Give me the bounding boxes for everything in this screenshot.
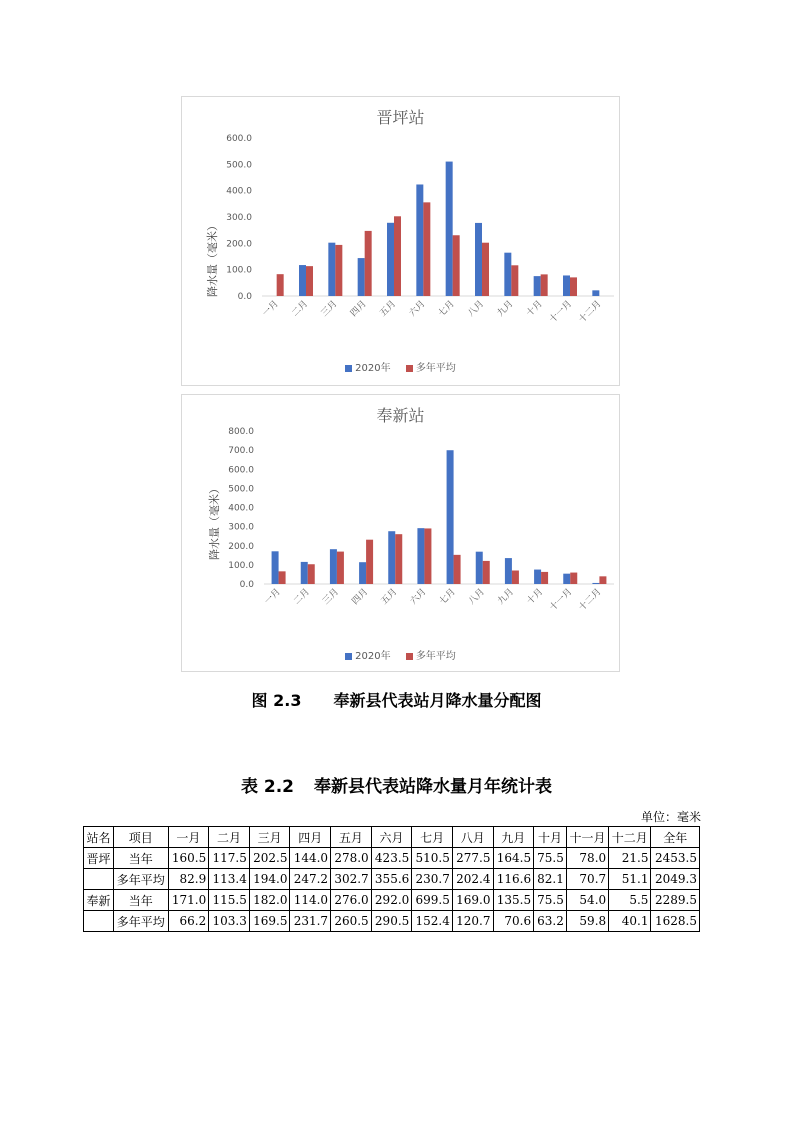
table-title: 奉新县代表站降水量月年统计表 xyxy=(314,777,553,797)
bar-2020 xyxy=(534,276,541,296)
bar-average xyxy=(482,243,489,296)
y-tick-label: 200.0 xyxy=(226,239,252,250)
item-cell: 多年平均 xyxy=(113,869,168,890)
table-caption xyxy=(0,772,793,797)
bar-2020 xyxy=(592,583,599,584)
bar-2020 xyxy=(299,265,306,296)
value-cell: 423.5 xyxy=(371,848,412,869)
figure-title: 奉新县代表站月降水量分配图 xyxy=(333,691,542,710)
bar-average xyxy=(454,555,461,584)
bar-average xyxy=(308,564,315,584)
value-cell: 169.5 xyxy=(249,911,290,932)
bar-average xyxy=(512,570,519,584)
bar-2020 xyxy=(446,162,453,296)
value-cell: 54.0 xyxy=(566,890,608,911)
bar-average xyxy=(366,540,373,584)
bar-average xyxy=(335,245,342,296)
y-tick-label: 700.0 xyxy=(228,446,254,457)
y-tick-label: 100.0 xyxy=(228,560,254,571)
value-cell: 699.5 xyxy=(412,890,453,911)
bar-2020 xyxy=(388,531,395,584)
x-tick-label: 九月 xyxy=(496,587,517,607)
value-cell: 70.7 xyxy=(566,869,608,890)
value-cell: 103.3 xyxy=(209,911,250,932)
bar-average xyxy=(570,277,577,296)
y-tick-label: 800.0 xyxy=(228,427,254,437)
y-axis-label: 降水量（毫米） xyxy=(208,483,221,560)
value-cell: 164.5 xyxy=(493,848,534,869)
value-cell: 70.6 xyxy=(493,911,534,932)
value-cell: 194.0 xyxy=(249,869,290,890)
header-cell: 项目 xyxy=(113,827,168,848)
header-cell: 十一月 xyxy=(566,827,608,848)
bar-average xyxy=(394,216,401,296)
header-cell: 二月 xyxy=(209,827,250,848)
header-cell: 站名 xyxy=(84,827,114,848)
value-cell: 144.0 xyxy=(290,848,331,869)
value-cell: 231.7 xyxy=(290,911,331,932)
bar-average xyxy=(277,274,284,296)
y-tick-label: 600.0 xyxy=(228,465,254,476)
value-cell: 260.5 xyxy=(331,911,372,932)
header-cell: 五月 xyxy=(331,827,372,848)
chart-title: 晋坪站 xyxy=(376,108,425,127)
value-cell: 59.8 xyxy=(566,911,608,932)
value-cell: 75.5 xyxy=(534,890,567,911)
legend-swatch-average xyxy=(406,653,413,660)
legend-label-average: 多年平均 xyxy=(415,651,456,662)
y-tick-label: 600.0 xyxy=(226,134,252,144)
value-cell: 152.4 xyxy=(412,911,453,932)
x-tick-label: 八月 xyxy=(466,299,487,319)
station-cell: 奉新 xyxy=(84,890,114,911)
bar-2020 xyxy=(592,290,599,296)
legend-label-2020: 2020年 xyxy=(355,651,391,662)
unit-label: 单位：毫米 xyxy=(640,810,701,824)
bar-2020 xyxy=(476,552,483,584)
header-cell: 六月 xyxy=(371,827,412,848)
value-cell: 230.7 xyxy=(412,869,453,890)
x-tick-label: 一月 xyxy=(260,299,281,319)
bar-average xyxy=(483,561,490,584)
bar-average xyxy=(337,552,344,584)
x-tick-label: 七月 xyxy=(436,299,457,319)
value-cell: 78.0 xyxy=(566,848,608,869)
x-tick-label: 二月 xyxy=(290,299,311,319)
x-tick-label: 八月 xyxy=(467,587,487,607)
value-cell: 171.0 xyxy=(168,890,209,911)
bar-2020 xyxy=(328,243,335,296)
bar-average xyxy=(306,266,313,296)
chart-plot xyxy=(182,395,619,671)
value-cell: 66.2 xyxy=(168,911,209,932)
x-tick-label: 十一月 xyxy=(547,299,575,326)
bar-average xyxy=(599,576,606,584)
value-cell: 169.0 xyxy=(452,890,493,911)
value-cell: 278.0 xyxy=(331,848,372,869)
total-cell: 2453.5 xyxy=(651,848,700,869)
y-tick-label: 500.0 xyxy=(226,160,252,171)
header-cell: 八月 xyxy=(452,827,493,848)
value-cell: 302.7 xyxy=(331,869,372,890)
x-tick-label: 十二月 xyxy=(577,299,604,326)
value-cell: 202.5 xyxy=(249,848,290,869)
header-cell: 四月 xyxy=(290,827,331,848)
bar-average xyxy=(453,235,460,296)
x-tick-label: 十月 xyxy=(524,299,545,319)
bar-average xyxy=(279,571,286,584)
bar-2020 xyxy=(301,562,308,584)
value-cell: 182.0 xyxy=(249,890,290,911)
chart-title: 奉新站 xyxy=(376,406,425,425)
item-cell: 多年平均 xyxy=(113,911,168,932)
bar-average xyxy=(570,573,577,584)
header-cell: 七月 xyxy=(412,827,453,848)
x-tick-label: 六月 xyxy=(408,587,429,607)
y-tick-label: 400.0 xyxy=(226,186,252,197)
value-cell: 5.5 xyxy=(609,890,651,911)
bar-average xyxy=(423,202,430,296)
y-tick-label: 500.0 xyxy=(228,484,254,495)
value-cell: 355.6 xyxy=(371,869,412,890)
x-tick-label: 三月 xyxy=(319,299,340,319)
y-tick-label: 300.0 xyxy=(228,522,254,533)
y-tick-label: 400.0 xyxy=(228,503,254,514)
value-cell: 510.5 xyxy=(412,848,453,869)
bar-average xyxy=(511,265,518,296)
value-cell: 202.4 xyxy=(452,869,493,890)
bar-2020 xyxy=(475,223,482,296)
station-cell: 晋坪 xyxy=(84,848,114,869)
y-tick-label: 0.0 xyxy=(239,580,254,590)
x-tick-label: 六月 xyxy=(407,299,428,319)
legend-swatch-average xyxy=(406,365,413,372)
value-cell: 21.5 xyxy=(609,848,651,869)
value-cell: 113.4 xyxy=(209,869,250,890)
bar-average xyxy=(395,534,402,584)
value-cell: 247.2 xyxy=(290,869,331,890)
legend-item-2020 xyxy=(345,363,390,374)
station-cell xyxy=(84,869,114,890)
value-cell: 82.9 xyxy=(168,869,209,890)
value-cell: 115.5 xyxy=(209,890,250,911)
table-row xyxy=(84,869,700,890)
chart-fengxin xyxy=(181,394,620,672)
legend-label-2020: 2020年 xyxy=(355,363,391,374)
item-cell: 当年 xyxy=(113,890,168,911)
x-tick-label: 五月 xyxy=(378,299,399,319)
legend-swatch-2020 xyxy=(345,365,352,372)
value-cell: 120.7 xyxy=(452,911,493,932)
bar-2020 xyxy=(563,275,570,296)
bar-2020 xyxy=(563,574,570,584)
bar-average xyxy=(365,231,372,296)
x-tick-label: 十月 xyxy=(525,587,546,607)
x-tick-label: 七月 xyxy=(437,587,458,607)
table-row xyxy=(84,890,700,911)
x-tick-label: 十二月 xyxy=(577,587,604,614)
y-tick-label: 200.0 xyxy=(228,541,254,552)
y-axis-label: 降水量（毫米） xyxy=(206,220,219,297)
legend-label-average: 多年平均 xyxy=(415,363,456,374)
total-cell: 2289.5 xyxy=(651,890,700,911)
bar-2020 xyxy=(359,562,366,584)
chart-plot xyxy=(182,97,619,385)
table-row xyxy=(84,848,700,869)
value-cell: 290.5 xyxy=(371,911,412,932)
x-tick-label: 三月 xyxy=(321,587,342,607)
header-cell: 九月 xyxy=(493,827,534,848)
x-tick-label: 二月 xyxy=(292,587,312,607)
header-cell: 一月 xyxy=(168,827,209,848)
chart-legend xyxy=(182,647,619,662)
bar-2020 xyxy=(416,184,423,296)
value-cell: 51.1 xyxy=(609,869,651,890)
y-tick-label: 0.0 xyxy=(237,292,252,302)
value-cell: 292.0 xyxy=(371,890,412,911)
value-cell: 75.5 xyxy=(534,848,567,869)
x-tick-label: 十一月 xyxy=(548,587,575,614)
x-tick-label: 四月 xyxy=(350,587,371,607)
total-cell: 1628.5 xyxy=(651,911,700,932)
bar-2020 xyxy=(505,558,512,584)
bar-2020 xyxy=(387,223,394,296)
bar-2020 xyxy=(504,253,511,296)
table-row xyxy=(84,911,700,932)
bar-average xyxy=(541,572,548,584)
value-cell: 116.6 xyxy=(493,869,534,890)
x-tick-label: 一月 xyxy=(262,587,283,607)
total-cell: 2049.3 xyxy=(651,869,700,890)
value-cell: 117.5 xyxy=(209,848,250,869)
value-cell: 160.5 xyxy=(168,848,209,869)
value-cell: 277.5 xyxy=(452,848,493,869)
station-cell xyxy=(84,911,114,932)
value-cell: 63.2 xyxy=(534,911,567,932)
y-tick-label: 100.0 xyxy=(226,265,252,276)
header-cell: 十月 xyxy=(534,827,567,848)
value-cell: 40.1 xyxy=(609,911,651,932)
value-cell: 114.0 xyxy=(290,890,331,911)
header-cell: 十二月 xyxy=(609,827,651,848)
table-number: 表 2.2 xyxy=(240,777,295,797)
header-cell: 全年 xyxy=(651,827,700,848)
x-tick-label: 九月 xyxy=(495,299,516,319)
legend-item-average xyxy=(406,651,456,662)
x-tick-label: 四月 xyxy=(348,299,369,319)
value-cell: 276.0 xyxy=(331,890,372,911)
chart-jinping xyxy=(181,96,620,386)
item-cell: 当年 xyxy=(113,848,168,869)
legend-item-2020 xyxy=(345,651,390,662)
bar-2020 xyxy=(534,570,541,584)
bar-2020 xyxy=(330,549,337,584)
bar-2020 xyxy=(272,551,279,584)
bar-2020 xyxy=(447,450,454,584)
header-cell: 三月 xyxy=(249,827,290,848)
y-tick-label: 300.0 xyxy=(226,213,252,223)
bar-average xyxy=(541,274,548,296)
table-header-row xyxy=(84,827,700,848)
figure-number: 图 2.3 xyxy=(251,691,302,710)
chart-legend xyxy=(182,359,619,374)
legend-item-average xyxy=(406,363,456,374)
x-tick-label: 五月 xyxy=(379,587,400,607)
value-cell: 135.5 xyxy=(493,890,534,911)
bar-2020 xyxy=(417,528,424,584)
bar-average xyxy=(424,528,431,584)
legend-swatch-2020 xyxy=(345,653,352,660)
rainfall-table xyxy=(83,826,700,932)
value-cell: 82.1 xyxy=(534,869,567,890)
bar-2020 xyxy=(358,258,365,296)
figure-caption xyxy=(0,688,793,711)
